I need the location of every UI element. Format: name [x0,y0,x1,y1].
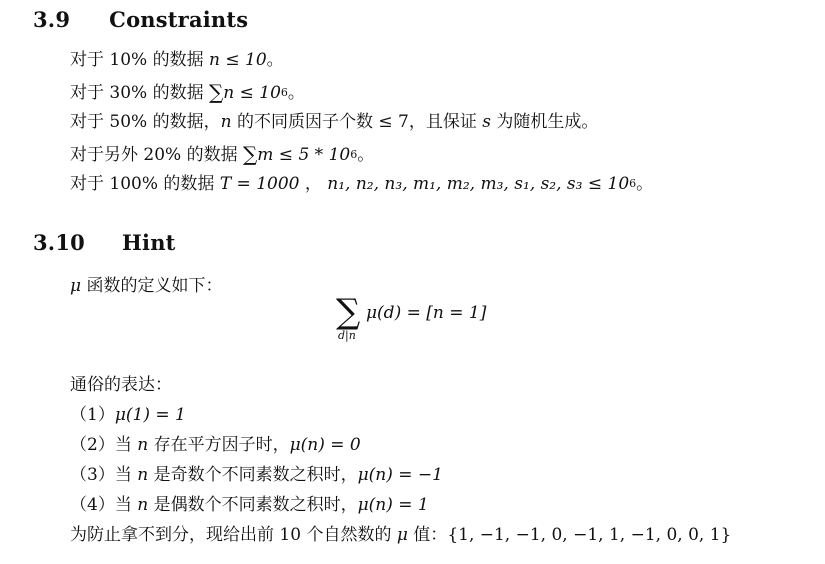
mobius-definition-equation [336,292,496,355]
item-math: μ(n) = 1 [357,495,429,515]
summation-symbol: ∑ [243,142,258,166]
constraint-line-1: 对于 10% 的数据 n ≤ 10。 [70,50,284,70]
hint-item-1 [70,405,186,425]
constraint-math: m ≤ 5 * 10 [257,145,351,165]
exponent: 6 [350,148,358,161]
exponent: 6 [280,86,288,99]
section-heading-hint [33,230,176,255]
section-heading-constraints [33,7,248,32]
equation-rhs: μ(d) = [n = 1] [366,303,487,323]
math-variable: s [482,112,491,132]
hint-item-4: （4）当 n 是偶数个不同素数之积时，μ(n) = 1 [70,495,429,515]
summation-symbol: ∑ [336,292,361,332]
first-ten-mu-values: 为防止拿不到分，现给出前 10 个自然数的 μ 值：{1, −1, −1, 0, −1, 1, −1, 0, 0, 1} [70,525,732,545]
section-title: Constraints [109,7,249,32]
section-number: 3.10 [33,230,85,255]
item-label: （1） [70,405,115,425]
item-label: （4） [70,495,115,515]
mu-symbol: μ [396,525,408,545]
section-number: 3.9 [33,7,71,32]
constraint-math: T = 1000 [219,174,300,194]
exponent: 6 [629,177,637,190]
hint-item-2: （2）当 n 存在平方因子时，μ(n) = 0 [70,435,361,455]
item-label: （2） [70,435,115,455]
summation-index: d|n [338,329,356,342]
plain-explanation-heading: 通俗的表达： [70,375,172,395]
constraint-line-5: 对于 100% 的数据 T = 1000 ， n₁, n₂, n₃, m₁, m₂, m₃, s₁, s₂, $s_3 \le 10^6$。 [70,174,654,194]
constraint-math: n ≤ 10 [209,50,267,70]
math-variable: n [137,465,149,485]
constraint-math: n ≤ 10 [223,83,281,103]
hint-item-3: （3）当 n 是奇数个不同素数之积时，μ(n) = −1 [70,465,443,485]
item-math: μ(n) = 0 [289,435,361,455]
math-variable: n [137,495,149,515]
summation-symbol: ∑ [209,80,224,104]
constraint-line-2: 对于 30% 的数据 $\sum n \le 10^6$。 [70,80,305,104]
hint-intro: μ 函数的定义如下： [70,276,223,296]
math-variable: n [220,112,232,132]
item-math: μ(n) = −1 [357,465,443,485]
constraint-variables: n₁, n₂, n₃, m₁, m₂, m₃, s₁, s₂, s₃ ≤ 10 [327,174,630,194]
math-variable: n [137,435,149,455]
constraint-line-4: 对于另外 20% 的数据 $\sum m \le 5 * 10^6$。 [70,142,375,166]
item-math: μ(1) = 1 [114,405,186,425]
item-label: （3） [70,465,115,485]
mu-value-list: {1, −1, −1, 0, −1, 1, −1, 0, 0, 1} [447,525,732,545]
section-title: Hint [121,230,176,255]
constraint-line-3: 对于 50% 的数据，n 的不同质因子个数 ≤ 7，且保证 s 为随机生成。 [70,112,599,132]
mu-symbol: μ [70,276,82,296]
